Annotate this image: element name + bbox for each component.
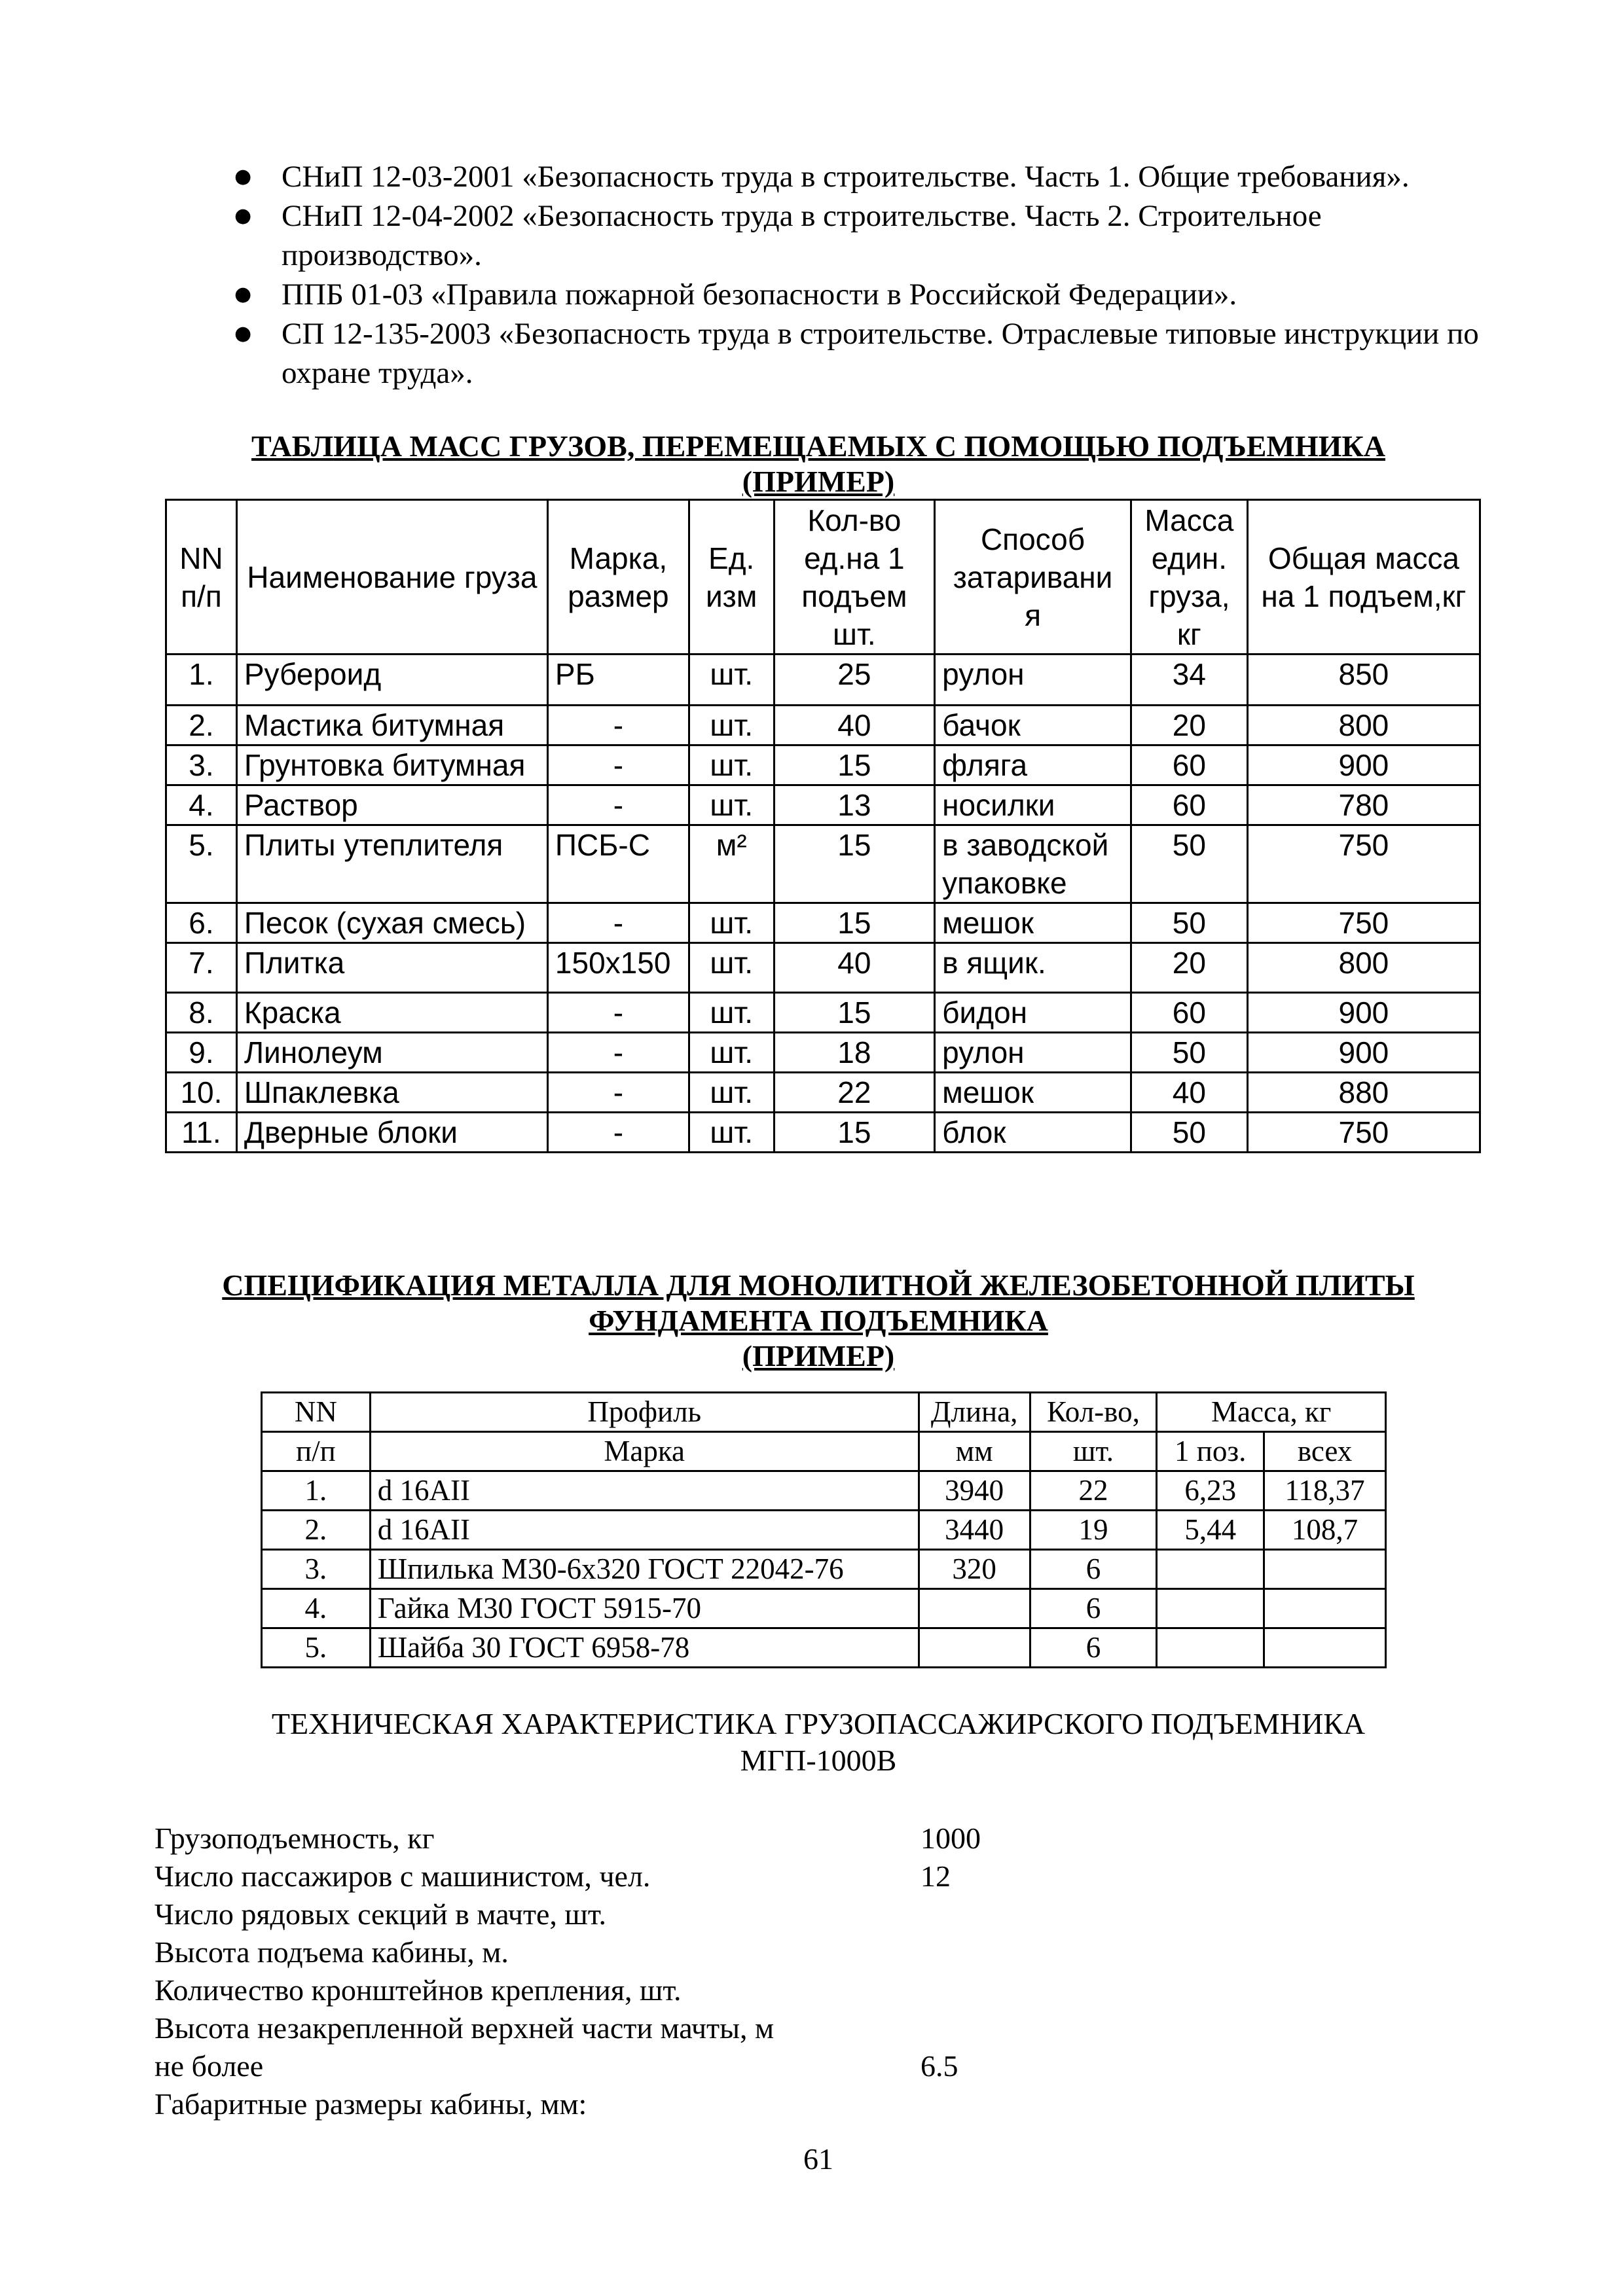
- cell-n: 8.: [166, 993, 237, 1033]
- spec-label: Грузоподъемность, кг: [155, 1821, 435, 1855]
- cell-mass: 34: [1131, 655, 1247, 706]
- cell-mass: 40: [1131, 1073, 1247, 1113]
- table-row: [166, 1033, 1480, 1073]
- tech-title: ТЕХНИЧЕСКАЯ ХАРАКТЕРИСТИКА ГРУЗОПАССАЖИРСКОГО ПОДЪЕМНИКА: [271, 1707, 1366, 1740]
- cell-name: Плитка: [236, 943, 547, 993]
- cell-pack: носилки: [935, 785, 1131, 825]
- cell-total: 750: [1247, 903, 1480, 943]
- cell-mark: ПСБ-С: [547, 825, 689, 903]
- list-item: [155, 2047, 1267, 2085]
- list-item: [155, 1895, 1267, 1933]
- table-row: [166, 745, 1480, 785]
- cell-qty: 40: [774, 943, 935, 993]
- list-item: [155, 1933, 1267, 1971]
- header-length-sub: мм: [919, 1432, 1030, 1471]
- cell-total: 850: [1247, 655, 1480, 706]
- spec-label: Количество кронштейнов крепления, шт.: [155, 1973, 682, 2007]
- header-qty: Кол-во,: [1030, 1393, 1157, 1432]
- cell-total: 800: [1247, 943, 1480, 993]
- cell-total: 900: [1247, 1033, 1480, 1073]
- cell-name: Плиты утеплителя: [236, 825, 547, 903]
- header-mass: Масса, кг: [1157, 1393, 1386, 1432]
- cell-qty: 15: [774, 993, 935, 1033]
- spec-label: Высота подъема кабины, м.: [155, 1935, 509, 1969]
- cell-pack: рулон: [935, 655, 1131, 706]
- cell-profile: Шайба 30 ГОСТ 6958-78: [370, 1628, 919, 1668]
- table-row: [166, 993, 1480, 1033]
- spec-label: Высота незакрепленной верхней части мачты, м: [155, 2011, 775, 2045]
- cell-mass-one: 6,23: [1157, 1471, 1264, 1511]
- cell-n: 9.: [166, 1033, 237, 1073]
- header-profile-sub: Марка: [370, 1432, 919, 1471]
- cell-name: Шпаклевка: [236, 1073, 547, 1113]
- cell-total: 750: [1247, 825, 1480, 903]
- header-profile: Профиль: [370, 1393, 919, 1432]
- cell-name: Песок (сухая смесь): [236, 903, 547, 943]
- cell-unit: шт.: [689, 1033, 774, 1073]
- cell-name: Дверные блоки: [236, 1113, 547, 1153]
- table2-example: (ПРИМЕР): [742, 1339, 895, 1372]
- cell-mark: -: [547, 1033, 689, 1073]
- cell-pack: бидон: [935, 993, 1131, 1033]
- cell-name: Рубероид: [236, 655, 547, 706]
- cell-name: Грунтовка битумная: [236, 745, 547, 785]
- header-total: Общая масса на 1 подъем,кг: [1247, 500, 1480, 655]
- cell-n: 5.: [262, 1628, 371, 1668]
- cell-n: 3.: [166, 745, 237, 785]
- cell-unit: шт.: [689, 706, 774, 745]
- cell-name: Раствор: [236, 785, 547, 825]
- cell-length: [919, 1628, 1030, 1668]
- cell-mass: 60: [1131, 993, 1247, 1033]
- cell-n: 3.: [262, 1550, 371, 1589]
- cell-qty: 22: [774, 1073, 935, 1113]
- header-mass: Масса един. груза, кг: [1131, 500, 1247, 655]
- list-item: [155, 2009, 1267, 2047]
- cell-pack: в заводской упаковке: [935, 825, 1131, 903]
- cell-qty: 13: [774, 785, 935, 825]
- cell-name: Краска: [236, 993, 547, 1033]
- list-item: ● СНиП 12-03-2001 «Безопасность труда в строительстве. Часть 1. Общие требования».: [223, 157, 1519, 196]
- cell-n: 2.: [166, 706, 237, 745]
- cell-n: 11.: [166, 1113, 237, 1153]
- cell-unit: шт.: [689, 993, 774, 1033]
- table-row: [166, 903, 1480, 943]
- standards-list: [223, 157, 1519, 393]
- cell-qty: 22: [1030, 1471, 1157, 1511]
- cell-qty: 40: [774, 706, 935, 745]
- table-row: [166, 785, 1480, 825]
- cell-total: 900: [1247, 745, 1480, 785]
- header-nn: NN п/п: [166, 500, 237, 655]
- cell-unit: шт.: [689, 1073, 774, 1113]
- cell-total: 800: [1247, 706, 1480, 745]
- cell-mark: -: [547, 745, 689, 785]
- table2-title: СПЕЦИФИКАЦИЯ МЕТАЛЛА ДЛЯ МОНОЛИТНОЙ ЖЕЛЕЗОБЕТОННОЙ ПЛИТЫ: [222, 1268, 1415, 1302]
- cell-unit: шт.: [689, 943, 774, 993]
- cell-mass: 50: [1131, 903, 1247, 943]
- cell-mass: 60: [1131, 785, 1247, 825]
- cell-qty: 6: [1030, 1589, 1157, 1628]
- cell-mass: 50: [1131, 825, 1247, 903]
- cell-mark: -: [547, 993, 689, 1033]
- tech-spec-list: [155, 1820, 1267, 2123]
- header-nn: NN: [262, 1393, 371, 1432]
- cell-name: Мастика битумная: [236, 706, 547, 745]
- cell-pack: фляга: [935, 745, 1131, 785]
- list-item: [155, 1820, 1267, 1857]
- table-row: [262, 1589, 1386, 1628]
- table-row: [166, 1073, 1480, 1113]
- cell-mass-all: 108,7: [1264, 1511, 1386, 1550]
- cell-n: 7.: [166, 943, 237, 993]
- cell-n: 4.: [166, 785, 237, 825]
- cell-qty: 15: [774, 903, 935, 943]
- cell-pack: рулон: [935, 1033, 1131, 1073]
- cell-n: 1.: [166, 655, 237, 706]
- table-row: [262, 1550, 1386, 1589]
- cell-mass: 20: [1131, 943, 1247, 993]
- list-item: [155, 1971, 1267, 2009]
- cell-qty: 25: [774, 655, 935, 706]
- table1-title: ТАБЛИЦА МАСС ГРУЗОВ, ПЕРЕМЕЩАЕМЫХ С ПОМОЩЬЮ ПОДЪЕМНИКА: [251, 429, 1385, 463]
- cell-qty: 15: [774, 745, 935, 785]
- list-item: [155, 1857, 1267, 1895]
- cell-total: 750: [1247, 1113, 1480, 1153]
- cell-unit: м²: [689, 825, 774, 903]
- cell-unit: шт.: [689, 745, 774, 785]
- cell-length: 320: [919, 1550, 1030, 1589]
- cell-pack: блок: [935, 1113, 1131, 1153]
- cell-qty: 15: [774, 1113, 935, 1153]
- table-row: [262, 1628, 1386, 1668]
- table-row: [262, 1511, 1386, 1550]
- spec-value: 1000: [921, 1821, 981, 1855]
- header-qty-sub: шт.: [1030, 1432, 1157, 1471]
- cell-profile: d 16AII: [370, 1471, 919, 1511]
- cell-length: 3940: [919, 1471, 1030, 1511]
- tech-model: МГП-1000В: [740, 1744, 897, 1777]
- cell-mark: -: [547, 1113, 689, 1153]
- cell-mark: -: [547, 785, 689, 825]
- cell-length: 3440: [919, 1511, 1030, 1550]
- cell-qty: 19: [1030, 1511, 1157, 1550]
- cell-length: [919, 1589, 1030, 1628]
- cell-unit: шт.: [689, 655, 774, 706]
- cargo-mass-table: [165, 499, 1481, 1153]
- spec-label: не более: [155, 2049, 264, 2083]
- cell-profile: Шпилька М30-6х320 ГОСТ 22042-76: [370, 1550, 919, 1589]
- spec-value: 6.5: [921, 2049, 958, 2083]
- header-unit: Ед. изм: [689, 500, 774, 655]
- cell-n: 5.: [166, 825, 237, 903]
- cell-mass-one: 5,44: [1157, 1511, 1264, 1550]
- cell-mark: -: [547, 1073, 689, 1113]
- table1-subtitle: (ПРИМЕР): [742, 465, 895, 498]
- list-item: ● СНиП 12-04-2002 «Безопасность труда в строительстве. Часть 2. Строительное производство».: [223, 196, 1519, 275]
- table2-subtitle: ФУНДАМЕНТА ПОДЪЕМНИКА: [589, 1304, 1048, 1337]
- cell-qty: 15: [774, 825, 935, 903]
- cell-unit: шт.: [689, 785, 774, 825]
- spec-label: Габаритные размеры кабины, мм:: [155, 2087, 587, 2121]
- cell-profile: d 16AII: [370, 1511, 919, 1550]
- cell-mass-one: [1157, 1550, 1264, 1589]
- cell-n: 10.: [166, 1073, 237, 1113]
- cell-total: 900: [1247, 993, 1480, 1033]
- cell-mark: -: [547, 706, 689, 745]
- table-row: [166, 943, 1480, 993]
- metal-spec-table: [261, 1391, 1387, 1668]
- header-mass-one: 1 поз.: [1157, 1432, 1264, 1471]
- cell-mass-all: 118,37: [1264, 1471, 1386, 1511]
- cell-pack: мешок: [935, 903, 1131, 943]
- cell-total: 780: [1247, 785, 1480, 825]
- header-nn-sub: п/п: [262, 1432, 371, 1471]
- cell-unit: шт.: [689, 1113, 774, 1153]
- cell-mass: 20: [1131, 706, 1247, 745]
- cell-pack: в ящик.: [935, 943, 1131, 993]
- cell-n: 2.: [262, 1511, 371, 1550]
- cell-mark: РБ: [547, 655, 689, 706]
- cell-mass-all: [1264, 1628, 1386, 1668]
- cell-qty: 18: [774, 1033, 935, 1073]
- cell-qty: 6: [1030, 1628, 1157, 1668]
- list-item: ● ППБ 01-03 «Правила пожарной безопасности в Российской Федерации».: [223, 275, 1519, 314]
- cell-n: 1.: [262, 1471, 371, 1511]
- table-row: [262, 1471, 1386, 1511]
- header-mass-all: всех: [1264, 1432, 1386, 1471]
- spec-label: Число рядовых секций в мачте, шт.: [155, 1897, 606, 1931]
- cell-mark: -: [547, 903, 689, 943]
- cell-pack: бачок: [935, 706, 1131, 745]
- page-number: 61: [803, 2142, 833, 2176]
- cell-mass: 50: [1131, 1033, 1247, 1073]
- cell-mass-all: [1264, 1550, 1386, 1589]
- cell-qty: 6: [1030, 1550, 1157, 1589]
- table-row: [166, 706, 1480, 745]
- cell-pack: мешок: [935, 1073, 1131, 1113]
- header-mark: Марка, размер: [547, 500, 689, 655]
- table-row: [166, 1113, 1480, 1153]
- spec-value: 12: [921, 1859, 951, 1893]
- cell-mass-one: [1157, 1589, 1264, 1628]
- cell-total: 880: [1247, 1073, 1480, 1113]
- cell-mass-all: [1264, 1589, 1386, 1628]
- header-pack: Способ затаривани я: [935, 500, 1131, 655]
- header-qty: Кол-во ед.на 1 подъем шт.: [774, 500, 935, 655]
- cell-name: Линолеум: [236, 1033, 547, 1073]
- cell-mass: 60: [1131, 745, 1247, 785]
- list-item: [155, 2085, 1267, 2123]
- cell-mass-one: [1157, 1628, 1264, 1668]
- table-row: [166, 825, 1480, 903]
- spec-label: Число пассажиров с машинистом, чел.: [155, 1859, 651, 1893]
- cell-unit: шт.: [689, 903, 774, 943]
- cell-n: 4.: [262, 1589, 371, 1628]
- table-row: [166, 655, 1480, 706]
- header-length: Длина,: [919, 1393, 1030, 1432]
- cell-mark: 150x150: [547, 943, 689, 993]
- cell-n: 6.: [166, 903, 237, 943]
- cell-mass: 50: [1131, 1113, 1247, 1153]
- list-item: ● СП 12-135-2003 «Безопасность труда в строительстве. Отраслевые типовые инструкции по охране труда».: [223, 314, 1519, 393]
- header-name: Наименование груза: [236, 500, 547, 655]
- cell-profile: Гайка М30 ГОСТ 5915-70: [370, 1589, 919, 1628]
